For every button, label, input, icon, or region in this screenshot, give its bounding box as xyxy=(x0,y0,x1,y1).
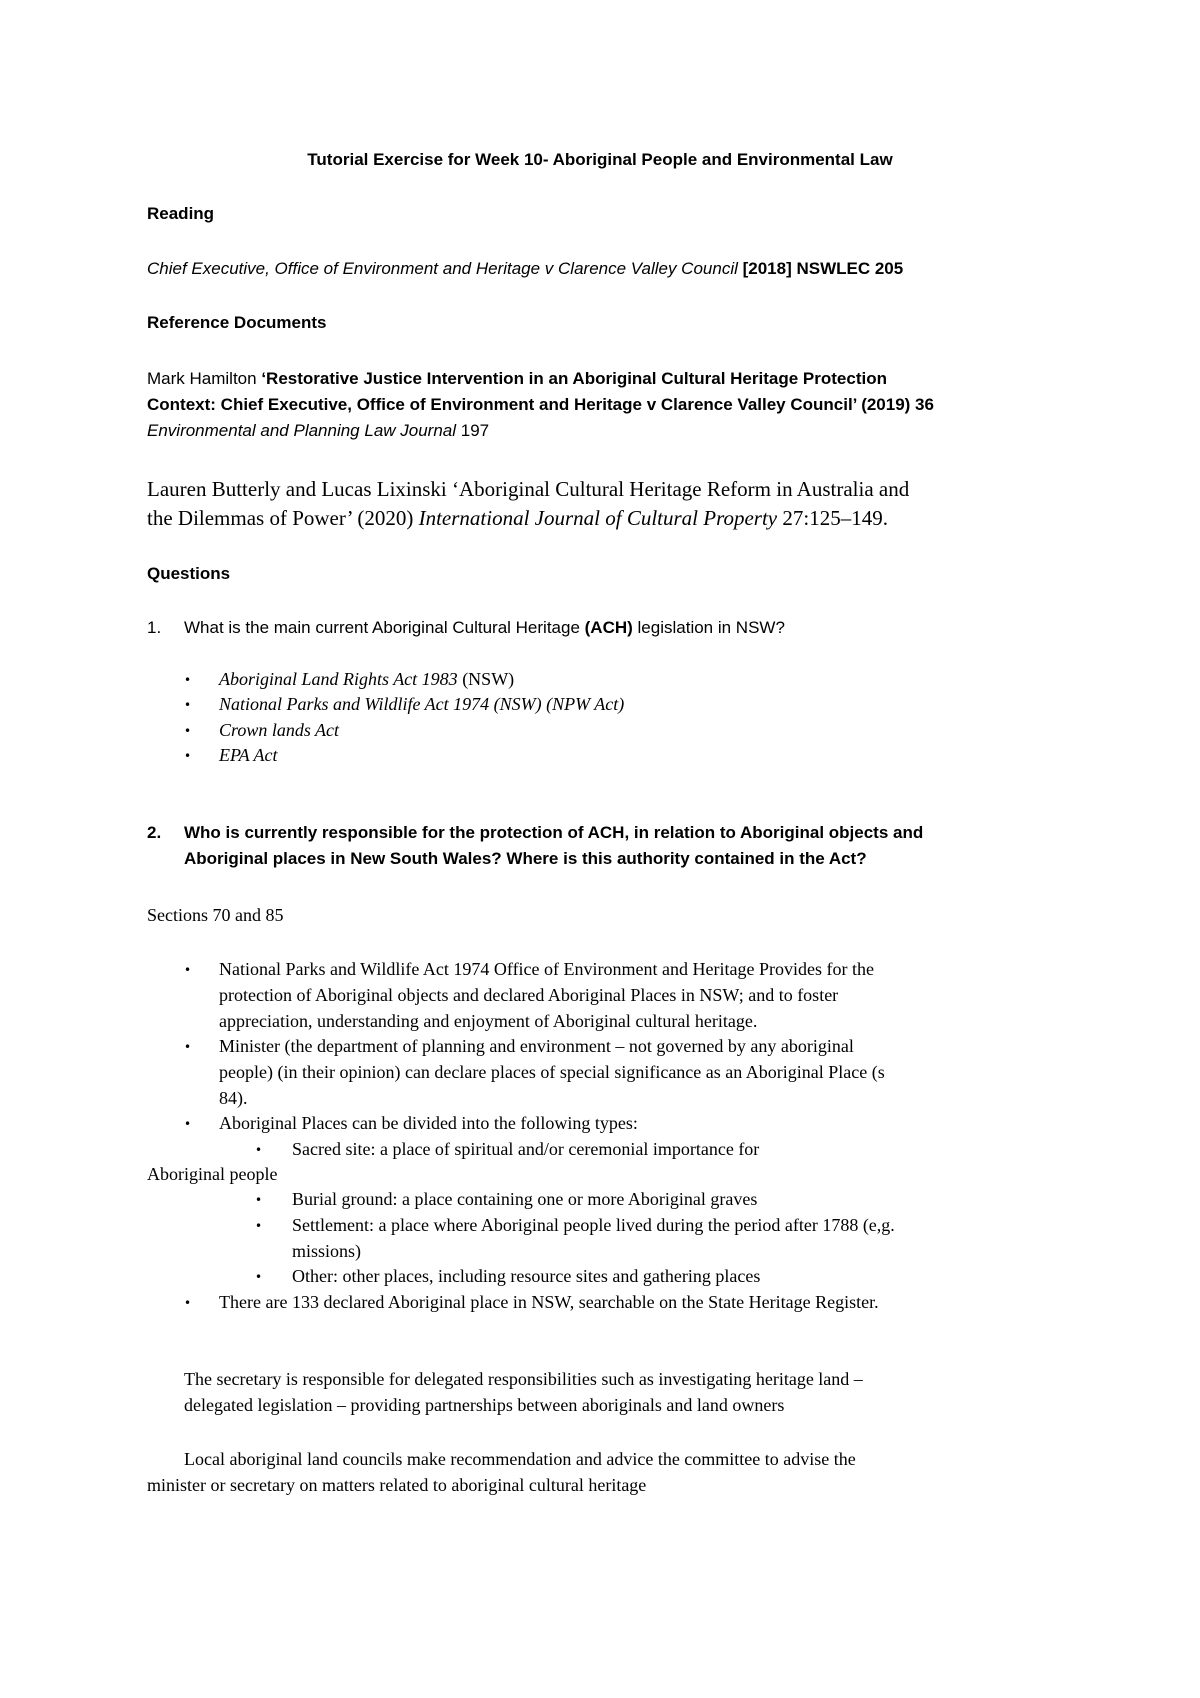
bullet-icon: • xyxy=(184,1117,192,1131)
question-2-line-2: Aboriginal places in New South Wales? Where is this authority contained in the Act? xyxy=(184,849,867,868)
reference-heading: Reference Documents xyxy=(147,313,327,332)
hamilton-line-3 xyxy=(147,418,489,444)
butterly-line-1: Lauren Butterly and Lucas Lixinski ‘Aboriginal Cultural Heritage Reform in Australia and xyxy=(147,477,910,501)
sections-answer: Sections 70 and 85 xyxy=(147,905,284,925)
hamilton-line-2: Context: Chief Executive, Office of Environment and Heritage v Clarence Valley Council’ (2019) 36 xyxy=(147,395,934,414)
reading-case xyxy=(147,256,903,282)
page-title: Tutorial Exercise for Week 10- Aboriginal People and Environmental Law xyxy=(307,150,893,169)
butterly-line-2 xyxy=(147,504,888,532)
answer-plain: (NSW) xyxy=(457,669,515,689)
bullet-icon: • xyxy=(184,963,192,977)
butterly-journal: International Journal of Cultural Property xyxy=(418,506,778,530)
bullet-icon: • xyxy=(255,1193,263,1207)
bullet-icon: • xyxy=(184,1296,192,1310)
bullet-icon: • xyxy=(184,749,192,763)
minister-bullet-line-2: people) (in their opinion) can declare places of special significance as an Aboriginal Place (s xyxy=(219,1062,885,1082)
question-1-text xyxy=(184,615,785,641)
q1-answer-1 xyxy=(219,666,514,692)
butterly-title-end: the Dilemmas of Power’ (2020) xyxy=(147,506,419,530)
hamilton-author: Mark Hamilton xyxy=(147,369,262,388)
hamilton-title: ‘Restorative Justice Intervention in an Aboriginal Cultural Heritage Protection xyxy=(261,369,887,388)
councils-line-2: minister or secretary on matters related to aboriginal cultural heritage xyxy=(147,1475,647,1495)
burial-ground-item: Burial ground: a place containing one or more Aboriginal graves xyxy=(292,1189,758,1209)
bullet-icon: • xyxy=(184,1040,192,1054)
butterly-pages: 27:125–149. xyxy=(777,506,888,530)
reading-heading: Reading xyxy=(147,204,215,223)
npw-bullet-line-1: National Parks and Wildlife Act 1974 Office of Environment and Heritage Provides for the xyxy=(219,959,874,979)
secretary-line-2: delegated legislation – providing partnerships between aboriginals and land owners xyxy=(184,1395,785,1415)
questions-heading: Questions xyxy=(147,564,231,583)
bullet-icon: • xyxy=(255,1270,263,1284)
q1-answer-4: EPA Act xyxy=(219,745,278,765)
npw-bullet-line-3: appreciation, understanding and enjoyment of Aboriginal cultural heritage. xyxy=(219,1011,758,1031)
q1-answer-3: Crown lands Act xyxy=(219,720,340,740)
bullet-icon: • xyxy=(255,1143,263,1157)
settlement-line-2: missions) xyxy=(292,1241,362,1261)
bullet-icon: • xyxy=(184,698,192,712)
q1-ach-abbrev: (ACH) xyxy=(584,618,633,637)
answer-italic: Aboriginal Land Rights Act 1983 xyxy=(219,669,458,689)
bullet-icon: • xyxy=(255,1219,263,1233)
q1-text-part: What is the main current Aboriginal Cultural Heritage xyxy=(184,618,585,637)
q1-answer-2: National Parks and Wildlife Act 1974 (NSW) (NPW Act) xyxy=(219,694,625,714)
declared-places-bullet: There are 133 declared Aboriginal place in NSW, searchable on the State Heritage Register. xyxy=(219,1292,879,1312)
question-2-number: 2. xyxy=(147,823,162,842)
minister-bullet-line-3: 84). xyxy=(219,1088,248,1108)
bullet-icon: • xyxy=(184,673,192,687)
case-citation: [2018] NSWLEC 205 xyxy=(737,259,904,278)
councils-line-1: Local aboriginal land councils make recommendation and advice the committee to advise the xyxy=(184,1449,856,1469)
sacred-site-line-2: Aboriginal people xyxy=(147,1164,278,1184)
hamilton-journal: Environmental and Planning Law Journal xyxy=(147,421,457,440)
bullet-icon: • xyxy=(184,724,192,738)
other-places-item: Other: other places, including resource sites and gathering places xyxy=(292,1266,761,1286)
hamilton-line-1 xyxy=(147,366,887,392)
settlement-line-1: Settlement: a place where Aboriginal people lived during the period after 1788 (e,g. xyxy=(292,1215,895,1235)
secretary-line-1: The secretary is responsible for delegated responsibilities such as investigating heritage land – xyxy=(184,1369,863,1389)
case-name: Chief Executive, Office of Environment and Heritage v Clarence Valley Council xyxy=(147,259,738,278)
sacred-site-line-1: Sacred site: a place of spiritual and/or ceremonial importance for xyxy=(292,1139,760,1159)
q1-text-part: legislation in NSW? xyxy=(632,618,785,637)
places-types-bullet: Aboriginal Places can be divided into the following types: xyxy=(219,1113,638,1133)
question-2-line-1: Who is currently responsible for the protection of ACH, in relation to Aboriginal objects and xyxy=(184,823,924,842)
minister-bullet-line-1: Minister (the department of planning and environment – not governed by any aboriginal xyxy=(219,1036,854,1056)
npw-bullet-line-2: protection of Aboriginal objects and declared Aboriginal Places in NSW; and to foster xyxy=(219,985,839,1005)
question-1-number: 1. xyxy=(147,618,162,637)
hamilton-page: 197 xyxy=(456,421,490,440)
